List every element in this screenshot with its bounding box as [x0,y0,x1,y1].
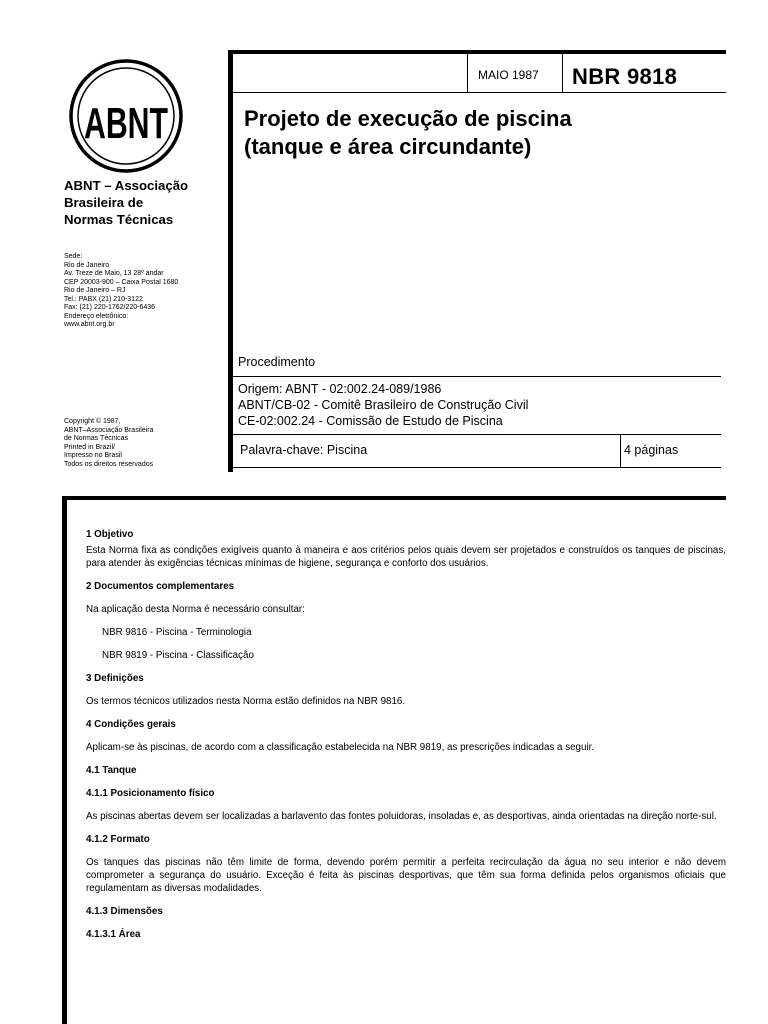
address-line: Fax: (21) 220-1762/220-6436 [64,304,156,311]
origin-line: CE-02:002.24 - Comissão de Estudo de Piscina [238,414,503,428]
copyright-line: Copyright © 1987, [64,418,121,425]
publication-date: MAIO 1987 [478,68,539,82]
address-line: Rio de Janeiro – RJ [64,287,126,294]
section-heading: 4 Condições gerais [86,719,176,730]
paragraph: As piscinas abertas devem ser localizadas a barlavento das fontes poluidoras, insoladas e, as desportivas, ainda orientadas na direção norte-sul. [86,811,717,822]
document-title [244,105,714,161]
address-line: www.abnt.org.br [64,321,115,328]
standard-code: NBR 9818 [572,64,678,89]
body-top-rule [62,496,726,500]
section-heading: 3 Definições [86,673,144,684]
document-type: Procedimento [238,355,316,369]
address-line: Endereço eletrônico: [64,312,129,320]
section-heading: 1 Objetivo [86,529,134,540]
copyright-line: Printed in Brazil/ [64,443,115,451]
section-heading: 4.1.3 Dimensões [86,906,163,917]
paragraph: Esta Norma fixa as condições exigíveis quanto à maneira e aos critérios pelos quais devem ser projetados e construídos os tanques de piscinas, para atender às exigências técnicas mínimas de higiene, segurança e conforto dos usuários. [86,545,726,569]
document-body [86,528,726,941]
address-line: CEP 20003-900 – Caixa Postal 1680 [64,278,179,286]
section-heading: 4.1.2 Formato [86,834,150,845]
header-divider [233,434,721,435]
org-name [64,177,224,228]
section-heading: 4.1 Tanque [86,765,137,776]
paragraph: Os tanques das piscinas não têm limite de forma, devendo porém permitir a perfeita recirculação da água no seu interior e não devem comprometer a segurança do usuário. Exceção é feita às piscinas desportivas, que têm sua forma definida pelos organismos oficiais que regulamentam as diversas modalidades. [86,857,726,894]
body-left-rule [62,496,67,1024]
header-divider [233,92,726,93]
origin-line: Origem: ABNT - 02:002.24-089/1986 [238,382,442,396]
section-heading: 4.1.1 Posicionamento físico [86,788,215,799]
header-divider [233,467,721,468]
org-name-line: ABNT – Associação [64,178,189,193]
header-left-rule [228,50,233,472]
address-line: Tel.: PABX (21) 210-3122 [64,295,143,303]
org-name-line: Brasileira de [64,195,144,210]
org-name-line: Normas Técnicas [64,212,174,227]
keyword: Palavra-chave: Piscina [240,443,368,457]
reference-item: NBR 9819 - Piscina - Classificação [102,650,254,661]
copyright-line: ABNT–Associação Brasileira [64,426,154,434]
title-line: Projeto de execução de piscina [244,106,572,131]
paragraph: Aplicam-se às piscinas, de acordo com a classificação estabelecida na NBR 9819, as prescrições indicadas a seguir. [86,742,595,753]
copyright-line: Todos os direitos reservados [64,460,154,468]
origin-info [238,381,718,429]
address-line: Sede: [64,253,83,260]
section-heading: 2 Documentos complementares [86,581,235,592]
keyword-divider [620,434,621,468]
copyright-notice [64,418,224,469]
org-address [64,253,234,330]
address-line: Av. Treze de Maio, 13 28º andar [64,270,164,277]
title-line: (tanque e área circundante) [244,134,532,159]
page-count: 4 páginas [624,443,679,457]
origin-line: ABNT/CB-02 - Comitê Brasileiro de Construção Civil [238,398,529,412]
logo-text: ABNT [84,99,169,148]
header-divider [233,376,721,377]
section-heading: 4.1.3.1 Área [86,929,141,940]
copyright-line: de Normas Técnicas [64,435,129,442]
copyright-line: Impresso no Brasil [64,452,122,459]
abnt-logo [68,58,184,174]
paragraph: Os termos técnicos utilizados nesta Norma estão definidos na NBR 9816. [86,696,406,707]
reference-item: NBR 9816 - Piscina - Terminologia [102,627,252,638]
address-line: Rio de Janeiro [64,261,110,269]
paragraph: Na aplicação desta Norma é necessário consultar: [86,604,305,615]
